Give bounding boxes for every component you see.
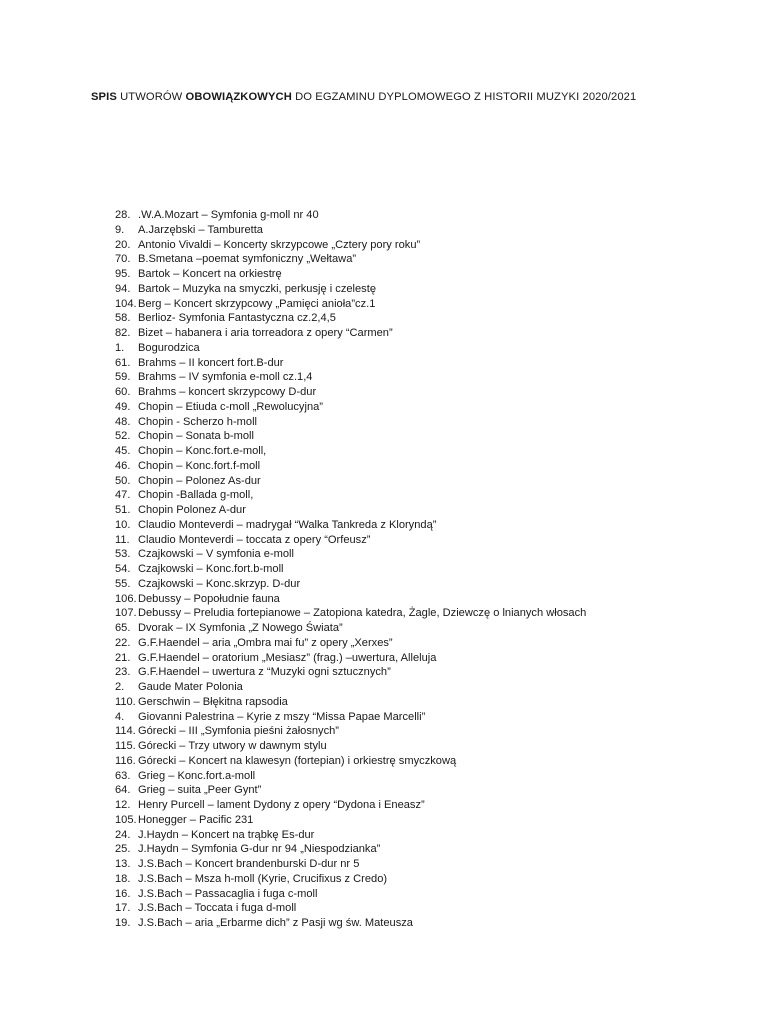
list-item-number: 58.: [115, 312, 131, 325]
list-item: [115, 488, 586, 503]
list-item-text: Chopin – Etiuda c-moll „Rewolucyjna”: [138, 400, 323, 413]
list-item: [115, 842, 586, 857]
list-item: [115, 665, 586, 680]
list-item-number: 48.: [115, 415, 131, 428]
heading-part-rest: DO EGZAMINU DYPLOMOWEGO Z HISTORII MUZYKI 2020/2021: [291, 91, 637, 103]
list-item-number: 11.: [115, 533, 130, 546]
list-item-text: Berg – Koncert skrzypcowy „Pamięci anioła”cz.1: [138, 297, 376, 310]
list-item: [115, 592, 586, 607]
list-item-text: Honegger – Pacific 231: [138, 813, 254, 826]
list-item: [115, 370, 586, 385]
list-item: [115, 282, 586, 297]
list-item: [115, 577, 586, 592]
list-item-number: 94.: [115, 282, 131, 295]
list-item: [115, 267, 586, 282]
list-item: [115, 651, 586, 666]
heading-part-obowiazkowych: OBOWIĄZKOWYCH: [185, 91, 292, 103]
list-item-text: J.S.Bach – Toccata i fuga d-moll: [138, 902, 297, 915]
list-item-text: Bizet – habanera i aria torreadora z opery “Carmen”: [138, 327, 393, 339]
list-item-number: 104.: [115, 297, 137, 310]
list-item-text: Czajkowski – Konc.fort.b-moll: [138, 563, 284, 575]
list-item-number: 106.: [115, 592, 137, 605]
list-item-text: Górecki – III „Symfonia pieśni żałosnych”: [138, 725, 339, 738]
list-item-number: 46.: [115, 459, 131, 472]
list-item: [115, 562, 586, 577]
list-item-number: 21.: [115, 651, 131, 664]
list-item: [115, 297, 586, 312]
list-item-text: G.F.Haendel – oratorium „Mesiasz” (frag.) –uwertura, Alleluja: [138, 651, 437, 664]
list-item-number: 22.: [115, 636, 131, 649]
list-item-text: Brahms – koncert skrzypcowy D-dur: [138, 386, 317, 398]
list-item-number: 24.: [115, 828, 131, 841]
list-item-number: 63.: [115, 769, 131, 782]
list-item: [115, 754, 586, 769]
list-item-number: 110.: [115, 695, 136, 708]
list-item-text: Brahms – II koncert fort.B-dur: [138, 356, 284, 369]
list-item-number: 53.: [115, 548, 131, 561]
list-item-number: 107.: [115, 607, 137, 620]
list-item-text: Chopin – Sonata b-moll: [138, 430, 254, 443]
list-item: [115, 356, 586, 371]
list-item-text: Chopin – Konc.fort.e-moll,: [138, 445, 267, 457]
list-item-number: 82.: [115, 327, 131, 339]
list-item: [115, 724, 586, 739]
list-item-number: 16.: [115, 887, 131, 900]
list-item: [115, 695, 586, 710]
list-item-text: Henry Purcell – lament Dydony z opery “Dydona i Eneasz”: [138, 799, 425, 811]
list-item-number: 12.: [115, 799, 131, 811]
list-item-number: 114.: [115, 725, 136, 738]
list-item: [115, 783, 586, 798]
list-item-text: J.S.Bach – Koncert brandenburski D-dur nr 5: [138, 858, 360, 870]
list-item-text: Debussy – Popołudnie fauna: [138, 592, 280, 605]
list-item-number: 65.: [115, 622, 131, 634]
list-item-text: Grieg – suita „Peer Gynt”: [138, 784, 262, 797]
list-item-number: 95.: [115, 268, 131, 280]
list-item: [115, 326, 586, 341]
list-item-text: Bartok – Koncert na orkiestrę: [138, 268, 282, 280]
list-item: [115, 872, 586, 887]
list-item-text: J.Haydn – Symfonia G-dur nr 94 „Niespodzianka”: [138, 843, 381, 856]
list-item-text: Debussy – Preludia fortepianowe – Zatopiona katedra, Żagle, Dziewczę o lnianych włosach: [138, 607, 587, 620]
list-item-text: Chopin – Konc.fort.f-moll: [138, 459, 261, 472]
list-item: [115, 459, 586, 474]
list-item-text: Antonio Vivaldi – Koncerty skrzypcowe „Cztery pory roku”: [138, 238, 421, 251]
list-item-number: 70.: [115, 253, 131, 266]
list-item-text: Gaude Mater Polonia: [138, 681, 243, 693]
list-item-number: 4.: [115, 710, 125, 723]
list-item: [115, 769, 586, 784]
document-heading: [91, 90, 636, 104]
list-item-number: 116.: [115, 754, 136, 767]
list-item-number: 51.: [115, 504, 131, 516]
list-item-number: 61.: [115, 356, 131, 369]
list-item-text: Chopin - Scherzo h-moll: [138, 415, 257, 428]
list-item: [115, 533, 586, 548]
list-item-text: Chopin – Polonez As-dur: [138, 474, 261, 487]
list-item-number: 60.: [115, 386, 131, 398]
list-item: [115, 916, 586, 931]
list-item: [115, 739, 586, 754]
list-item: [115, 606, 586, 621]
list-item-number: 47.: [115, 489, 131, 502]
list-item-number: 59.: [115, 371, 131, 384]
list-item-text: Giovanni Palestrina – Kyrie z mszy “Missa Papae Marcelli”: [138, 710, 426, 723]
list-item-number: 105.: [115, 813, 137, 826]
works-list: [115, 208, 586, 931]
list-item-number: 45.: [115, 445, 131, 457]
list-item: [115, 252, 586, 267]
list-item: [115, 680, 586, 695]
list-item-text: Górecki – Koncert na klawesyn (fortepian) i orkiestrę smyczkową: [138, 754, 457, 767]
list-item-number: 54.: [115, 563, 131, 575]
list-item-text: Bogurodzica: [138, 341, 200, 354]
list-item-number: 9.: [115, 223, 125, 236]
list-item: [115, 503, 586, 518]
list-item-text: Gerschwin – Błękitna rapsodia: [138, 695, 288, 708]
list-item: [115, 710, 586, 725]
list-item-text: Czajkowski – Konc.skrzyp. D-dur: [138, 577, 301, 590]
list-item: [115, 813, 586, 828]
list-item-number: 2.: [115, 681, 125, 693]
list-item-number: 20.: [115, 238, 131, 251]
list-item-text: Grieg – Konc.fort.a-moll: [138, 769, 256, 782]
list-item-number: 13.: [115, 858, 131, 870]
list-item: [115, 636, 586, 651]
list-item-number: 25.: [115, 843, 131, 856]
list-item: [115, 311, 586, 326]
list-item-number: 1.: [115, 341, 125, 354]
list-item: [115, 429, 586, 444]
list-item-number: 19.: [115, 917, 131, 929]
list-item-number: 115.: [115, 740, 136, 752]
list-item: [115, 341, 586, 356]
list-item-text: Chopin -Ballada g-moll,: [138, 489, 254, 502]
list-item: [115, 415, 586, 430]
list-item: [115, 223, 586, 238]
list-item-text: J.S.Bach – aria „Erbarme dich” z Pasji wg św. Mateusza: [138, 917, 413, 929]
list-item-text: Górecki – Trzy utwory w dawnym stylu: [138, 740, 327, 752]
list-item-text: Berlioz- Symfonia Fantastyczna cz.2,4,5: [138, 312, 336, 325]
heading-part-utworow: UTWORÓW: [116, 91, 186, 103]
list-item-text: .W.A.Mozart – Symfonia g-moll nr 40: [138, 209, 319, 221]
list-item-text: Claudio Monteverdi – madrygał “Walka Tankreda z Kloryndą”: [138, 518, 437, 531]
list-item-text: Chopin Polonez A-dur: [138, 504, 246, 516]
list-item-text: G.F.Haendel – uwertura z “Muzyki ogni sztucznych”: [138, 666, 391, 679]
list-item-text: A.Jarzębski – Tamburetta: [138, 223, 263, 236]
list-item-text: Czajkowski – V symfonia e-moll: [138, 548, 294, 561]
list-item-text: Dvorak – IX Symfonia „Z Nowego Świata”: [138, 622, 343, 634]
list-item: [115, 518, 586, 533]
list-item: [115, 385, 586, 400]
list-item-number: 17.: [115, 902, 131, 915]
list-item: [115, 208, 586, 223]
list-item-text: Brahms – IV symfonia e-moll cz.1,4: [138, 371, 313, 384]
list-item-number: 50.: [115, 474, 131, 487]
list-item: [115, 238, 586, 253]
list-item: [115, 901, 586, 916]
list-item: [115, 887, 586, 902]
list-item-text: G.F.Haendel – aria „Ombra mai fu” z opery „Xerxes”: [138, 636, 393, 649]
list-item-number: 49.: [115, 400, 131, 413]
list-item: [115, 828, 586, 843]
list-item-text: J.S.Bach – Msza h-moll (Kyrie, Crucifixus z Credo): [138, 872, 388, 885]
list-item-text: Claudio Monteverdi – toccata z opery “Orfeusz”: [138, 533, 371, 546]
list-item-number: 28.: [115, 209, 131, 221]
list-item: [115, 621, 586, 636]
list-item-number: 23.: [115, 666, 131, 679]
list-item-text: J.S.Bach – Passacaglia i fuga c-moll: [138, 887, 318, 900]
list-item-number: 64.: [115, 784, 131, 797]
list-item-number: 52.: [115, 430, 131, 443]
list-item-text: Bartok – Muzyka na smyczki, perkusję i czelestę: [138, 282, 376, 295]
list-item-number: 10.: [115, 518, 131, 531]
list-item: [115, 444, 586, 459]
list-item: [115, 474, 586, 489]
list-item: [115, 798, 586, 813]
list-item-number: 55.: [115, 577, 131, 590]
list-item: [115, 547, 586, 562]
heading-part-spis: SPIS: [91, 91, 117, 103]
list-item: [115, 400, 586, 415]
list-item: [115, 857, 586, 872]
list-item-text: J.Haydn – Koncert na trąbkę Es-dur: [138, 828, 315, 841]
list-item-text: B.Smetana –poemat symfoniczny „Wełtawa”: [138, 253, 357, 266]
list-item-number: 18.: [115, 872, 131, 885]
